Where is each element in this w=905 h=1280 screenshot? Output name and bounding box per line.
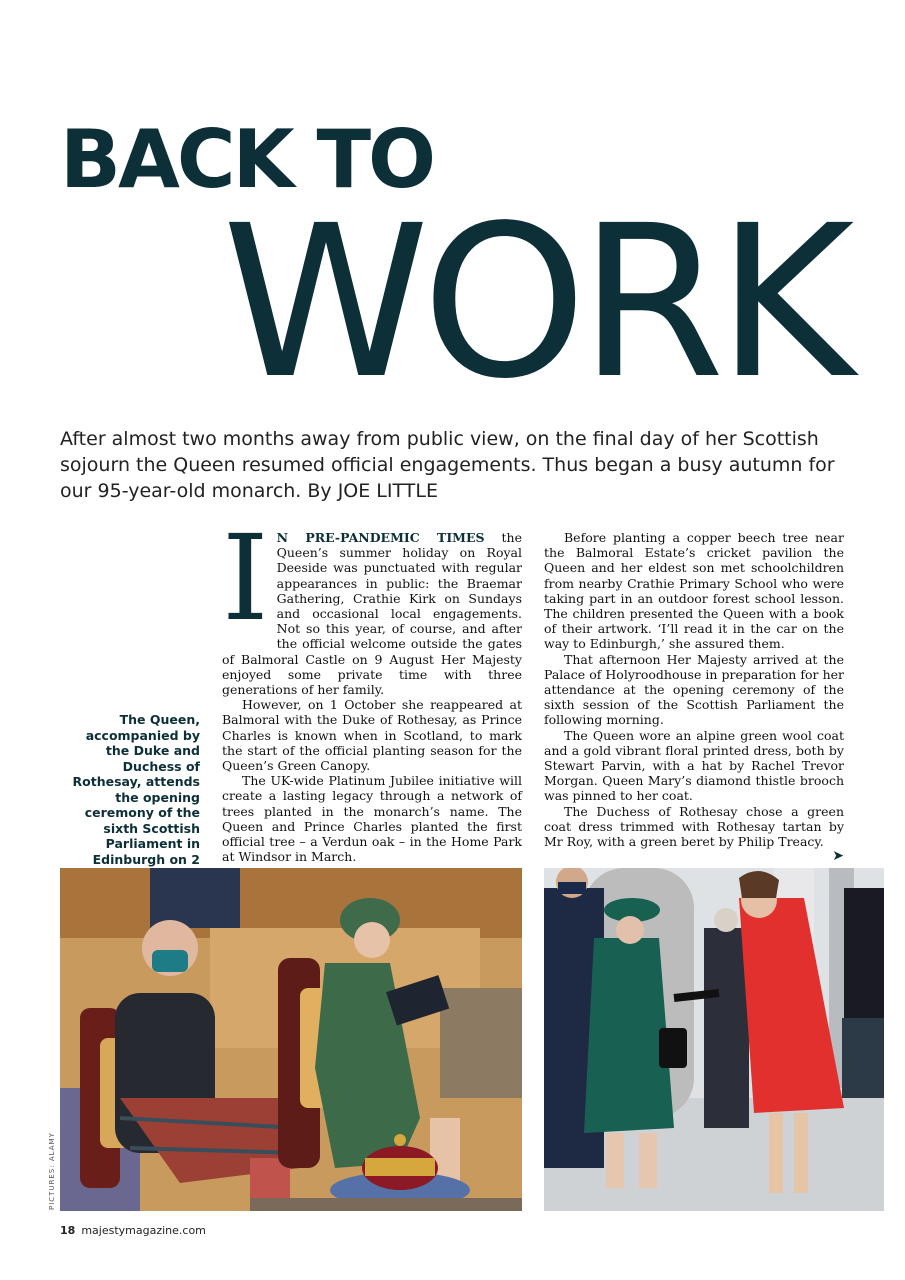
photo-caption: The Queen, accompanied by the Duke and Duchess of Rothesay, attends the opening ceremony of the sixth Scottish Parliament in Edinburgh on 2: [72, 712, 200, 867]
page-footer: [60, 1224, 206, 1237]
body-paragraph: That afternoon Her Majesty arrived at the Palace of Holyroodhouse in preparation for her attendance at the opening ceremony of the sixth session of the Scottish Parliament the following morning.: [544, 651, 844, 728]
byline: JOE LITTLE: [337, 480, 438, 502]
lead-in: N PRE-PANDEMIC TIMES: [276, 530, 485, 545]
body-paragraph: The UK-wide Platinum Jubilee initiative will create a lasting legacy through a network of trees planted in the monarch’s name. The Queen and Prince Charles planted the first official tree – a Verdun oak – in the Home Park at Windsor in March.: [222, 773, 522, 865]
photo-credit: PICTURES: ALAMY: [48, 1132, 56, 1210]
drop-cap: I: [222, 509, 269, 647]
paragraph-text: the Queen’s summer holiday on Royal Deeside was punctuated with regular appearances in public: the Braemar Gathering, Crathie Kirk on Sundays and occasional local engagements. Not so this year, of course, and after the official welcome outside the gates of Balmoral Castle on 9 August Her Majesty enjoyed some private time with three generations of her family.: [222, 530, 522, 698]
body-paragraph: However, on 1 October she reappeared at Balmoral with the Duke of Rothesay, as Prince Charles is known when in Scotland, to mark the start of the official planting season for the Queen’s Green Canopy.: [222, 697, 522, 774]
body-column-2: [544, 530, 844, 864]
headline-line-1: BACK TO: [60, 113, 434, 206]
standfirst: [60, 426, 850, 504]
photo-queen-greeting: [544, 868, 884, 1211]
standfirst-text: After almost two months away from public view, on the final day of her Scottish sojourn the Queen resumed official engagements. Thus began a busy autumn for our 95-year-old monarch. By: [60, 428, 835, 502]
page-number: 18: [60, 1224, 76, 1237]
footer-site: majestymagazine.com: [81, 1224, 206, 1237]
body-column-1: [222, 509, 522, 865]
photo-parliament-seated: [60, 868, 522, 1211]
continue-arrow-icon: ➤: [832, 848, 844, 865]
paragraph-text: The Duchess of Rothesay chose a green coat dress trimmed with Rothesay tartan by Mr Roy, with a green beret by Philip Treacy.: [544, 803, 844, 850]
body-paragraph: Before planting a copper beech tree near the Balmoral Estate’s cricket pavilion the Queen and her eldest son met schoolchildren from nearby Crathie Primary School who were taking part in an outdoor forest school lesson. The children presented the Queen with a book of their artwork. ‘I’ll read it in the car on the way to Edinburgh,’ she assured them.: [544, 530, 844, 652]
body-paragraph: [544, 803, 844, 865]
headline-line-2: WORK: [222, 180, 847, 425]
body-paragraph: [222, 509, 522, 698]
body-paragraph: The Queen wore an alpine green wool coat and a gold vibrant floral printed dress, both by Stewart Parvin, with a hat by Rachel Trevor Morgan. Queen Mary’s diamond thistle brooch was pinned to her coat.: [544, 727, 844, 804]
